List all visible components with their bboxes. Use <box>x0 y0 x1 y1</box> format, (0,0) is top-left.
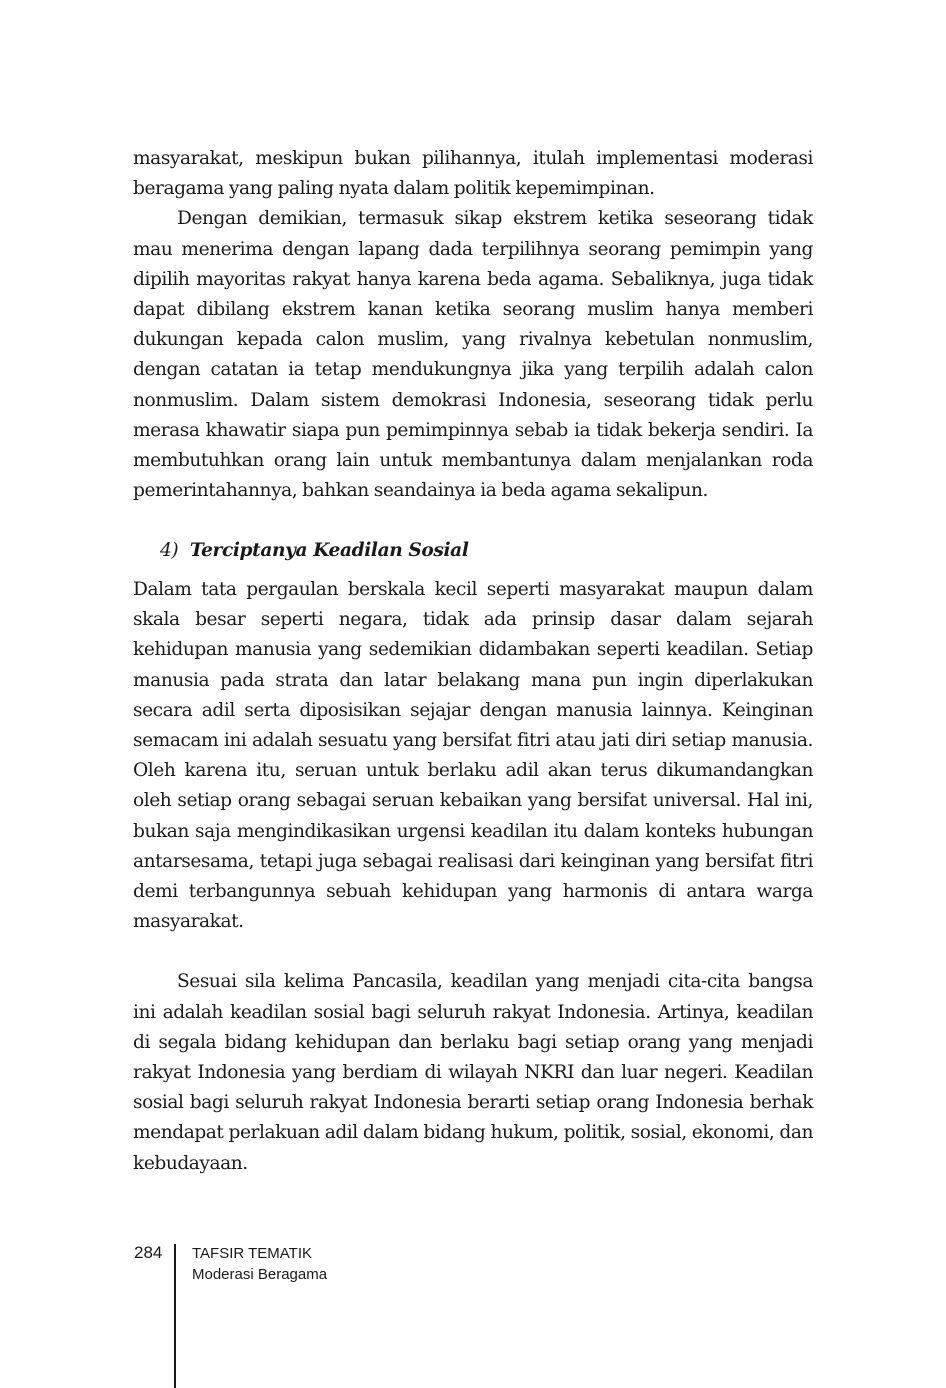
section-number: 4) <box>160 540 179 561</box>
book-subtitle: Moderasi Beragama <box>192 1266 328 1283</box>
footer-divider <box>174 1244 176 1388</box>
running-footer <box>192 1243 327 1285</box>
paragraph-pancasila: Sesuai sila kelima Pancasila, keadilan yang menjadi cita-cita bangsa ini adalah keadilan sosial bagi seluruh rakyat Indonesia. Artinya, keadilan di segala bidang kehidupan dan berlaku bagi setiap orang yang menjadi rakyat Indonesia yang berdiam di wilayah NKRI dan luar negeri. Keadilan sosial bagi seluruh rakyat Indonesia berarti setiap orang Indonesia berhak mendapat perlakuan adil dalam bidang hukum, politik, sosial, ekonomi, dan kebudayaan. <box>133 971 813 1174</box>
book-title: TAFSIR TEMATIK <box>192 1245 313 1262</box>
page-number: 284 <box>134 1243 163 1262</box>
body-text-bottom <box>133 575 813 1179</box>
paragraph-democracy: Dengan demikian, termasuk sikap ekstrem ketika seseorang tidak mau menerima dengan lapang dada terpilihnya seorang pemimpin yang dipilih mayoritas rakyat hanya karena beda agama. Sebaliknya, juga tidak dapat dibilang ekstrem kanan ketika seorang muslim hanya memberi dukungan kepada calon muslim, yang rivalnya kebetulan nonmuslim, dengan catatan ia tetap mendukungnya jika yang terpilih adalah calon nonmuslim. Dalam sistem demokrasi Indonesia, seseorang tidak perlu merasa khawatir siapa pun pemimpinnya sebab ia tidak bekerja sendiri. Ia membutuhkan orang lain untuk membantunya dalam menjalankan roda pemerintahannya, bahkan seandainya ia beda agama sekalipun. <box>133 208 813 502</box>
paragraph-continuation: masyarakat, meskipun bukan pilihannya, itulah implementasi moderasi beragama yang paling nyata dalam politik kepemimpinan. <box>133 148 813 200</box>
paragraph-justice-intro: Dalam tata pergaulan berskala kecil seperti masyarakat maupun dalam skala besar seperti negara, tidak ada prinsip dasar dalam sejarah kehidupan manusia yang sedemikian didambakan seperti keadilan. Setiap manusia pada strata dan latar belakang mana pun ingin diperlakukan secara adil serta diposisikan sejajar dengan manusia lainnya. Keinginan semacam ini adalah sesuatu yang bersifat fitri atau jati diri setiap manusia. Oleh karena itu, seruan untuk berlaku adil akan terus dikumandangkan oleh setiap orang sebagai seruan kebaikan yang bersifat universal. Hal ini, bukan saja mengindikasikan urgensi keadilan itu dalam konteks hubungan antarsesama, tetapi juga sebagai realisasi dari keinginan yang bersifat fitri demi terbangunnya sebuah kehidupan yang harmonis di antara warga masyarakat. <box>133 579 813 933</box>
section-title: Terciptanya Keadilan Sosial <box>189 540 469 561</box>
body-text-top <box>133 144 813 506</box>
section-heading <box>160 536 468 566</box>
